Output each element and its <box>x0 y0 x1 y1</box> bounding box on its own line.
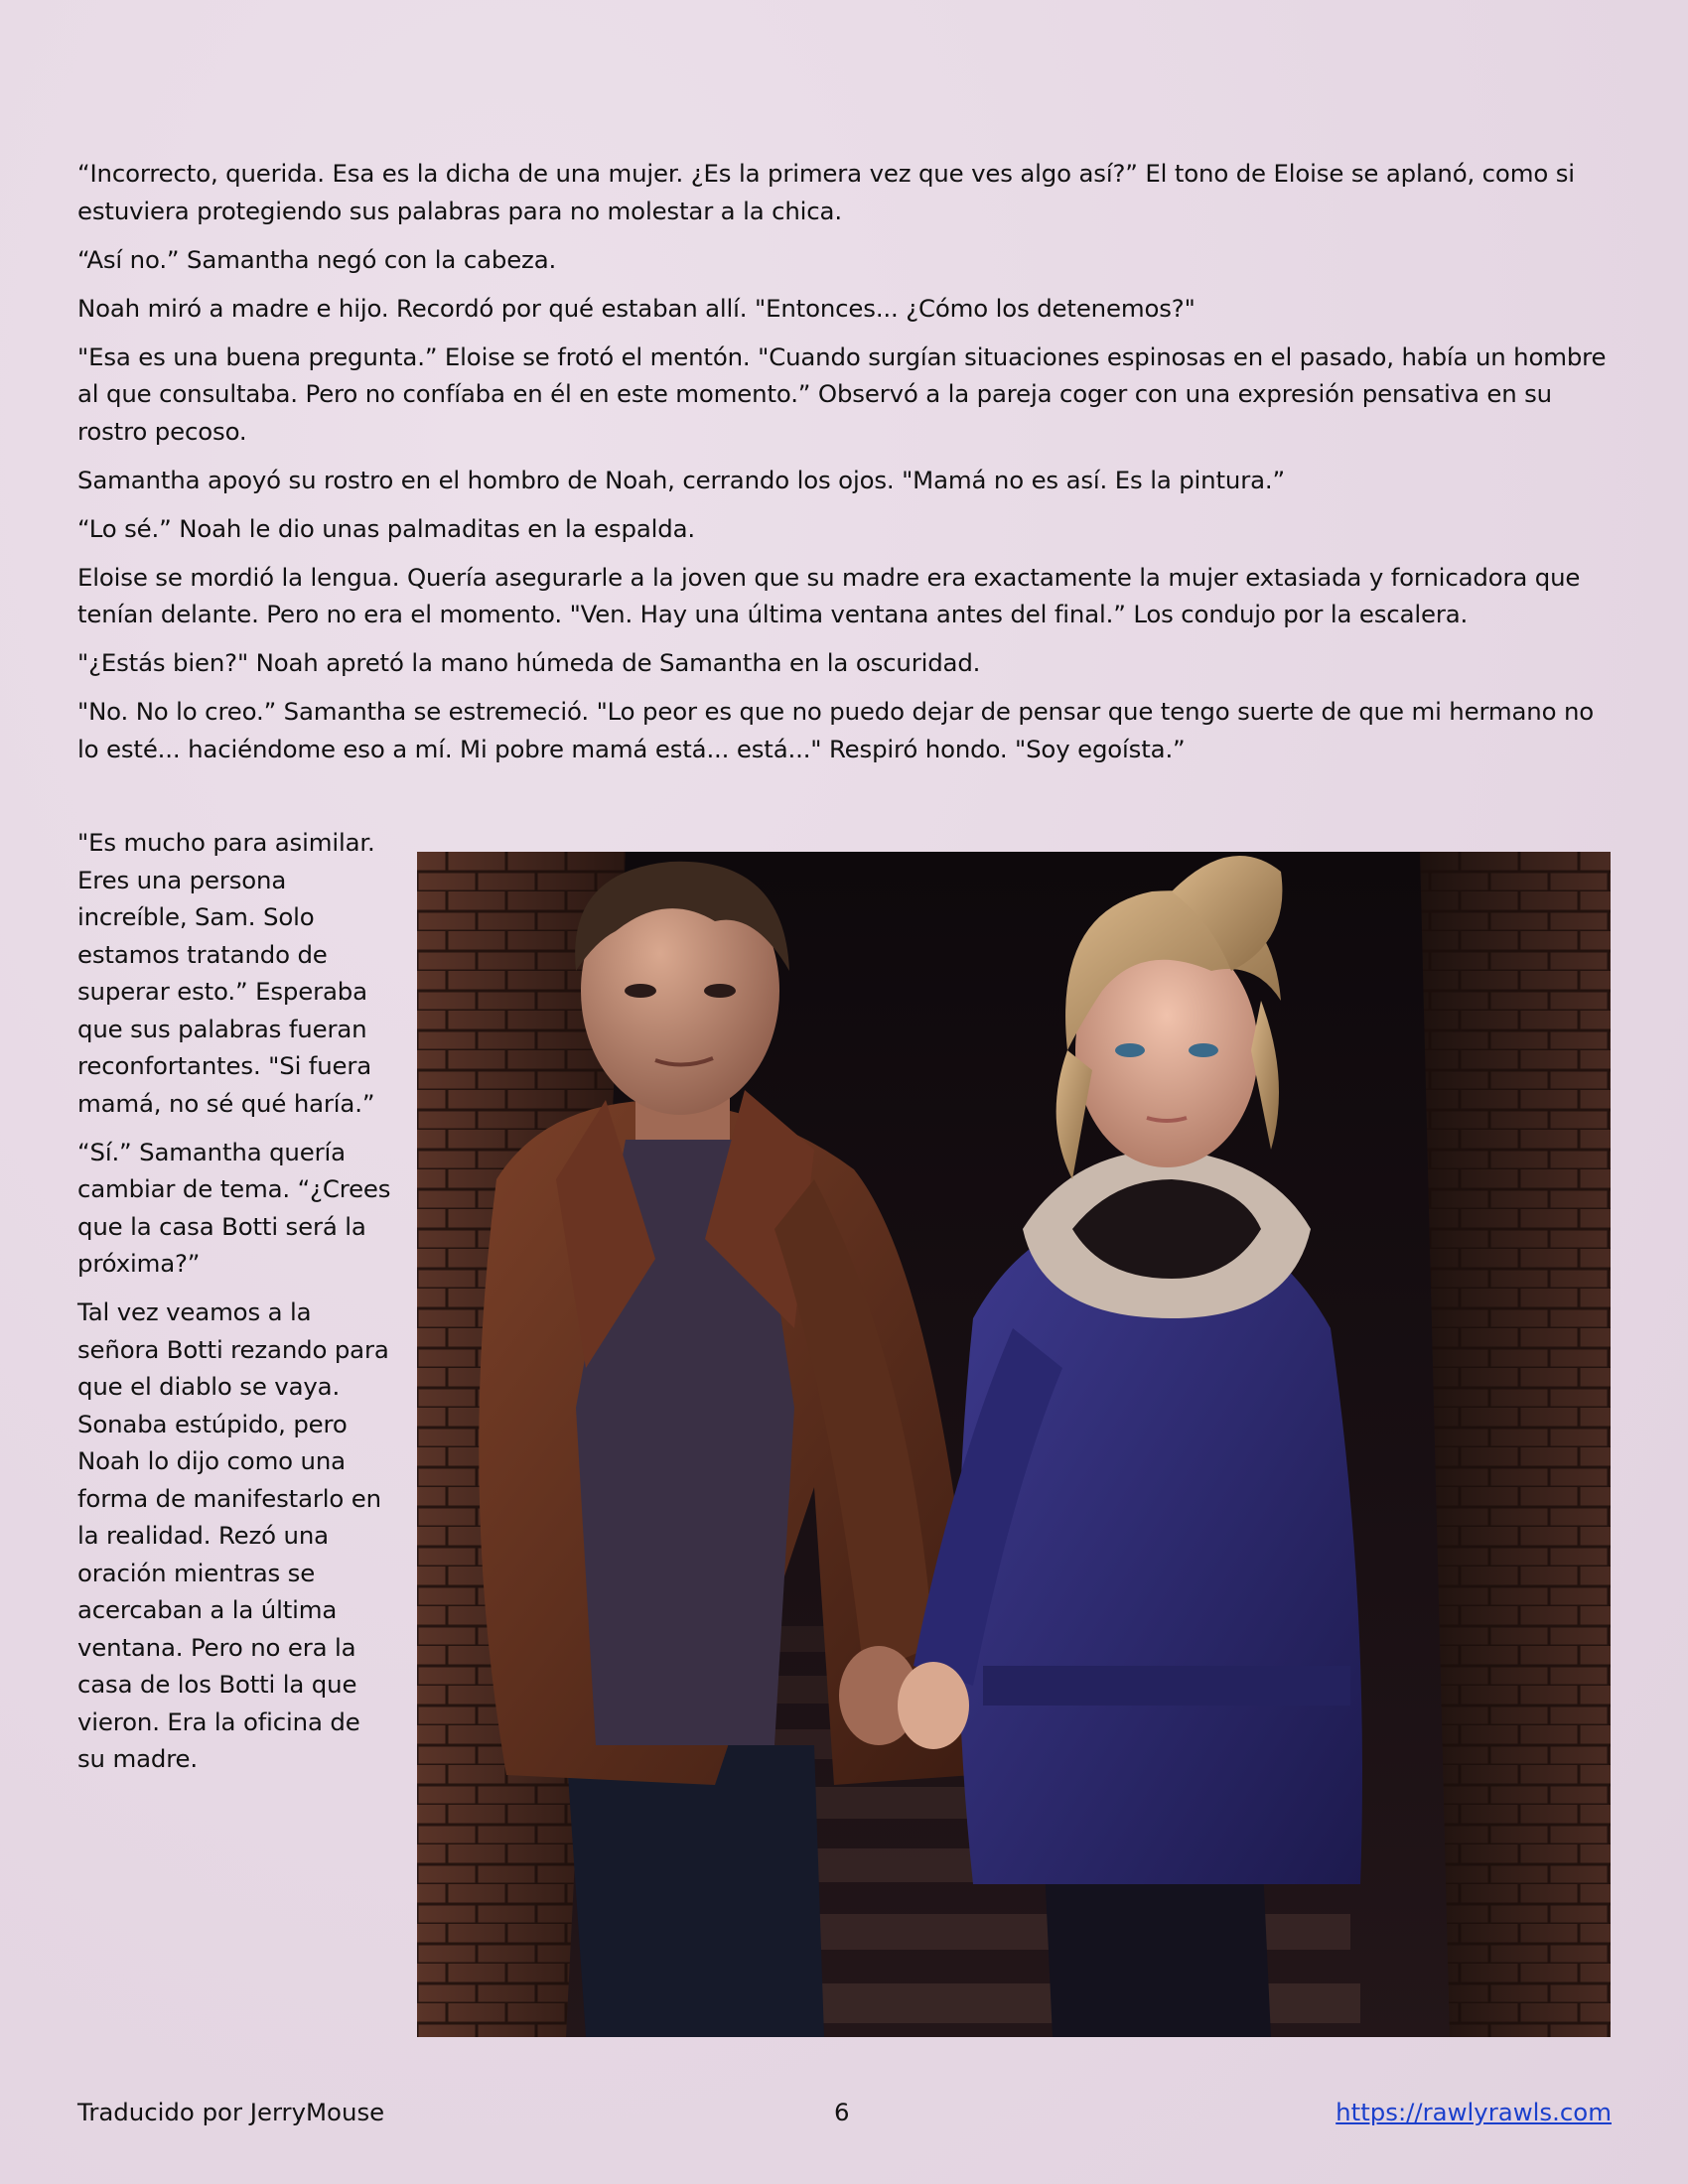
main-text-block <box>77 155 1612 779</box>
paragraph: “Así no.” Samantha negó con la cabeza. <box>77 244 557 274</box>
paragraph: "Es mucho para asimilar. Eres una persona increíble, Sam. Solo estamos tratando de superar esto.” Esperaba que sus palabras fueran reconfortantes. "Si fuera mamá, no sé qué haría.” <box>77 828 375 1118</box>
paragraph: Tal vez veamos a la señora Botti rezando para que el diablo se vaya. Sonaba estúpido, pero Noah lo dijo como una forma de manifestarlo en la realidad. Rezó una oración mientras se acercaban a la última ventana. Pero no era la casa de los Botti la que vieron. Era la oficina de su madre. <box>77 1297 389 1773</box>
paragraph: "Esa es una buena pregunta.” Eloise se frotó el mentón. "Cuando surgían situaciones espinosas en el pasado, había un hombre al que consultaba. Pero no confíaba en él en este momento.” Observó a la pareja coger con una expresión pensativa en su rostro pecoso. <box>77 341 1607 446</box>
paragraph: "No. No lo creo.” Samantha se estremeció. "Lo peor es que no puedo dejar de pensar que tengo suerte de que mi hermano no lo esté... haciéndome eso a mí. Mi pobre mamá está... está..." Respiró hondo. "Soy egoísta.” <box>77 697 1595 763</box>
paragraph: "¿Estás bien?" Noah apretó la mano húmeda de Samantha en la oscuridad. <box>77 648 981 677</box>
paragraph: “Sí.” Samantha quería cambiar de tema. “¿Crees que la casa Botti será la próxima?” <box>77 1137 391 1278</box>
page-number: 6 <box>834 2098 850 2126</box>
translator-credit: Traducido por JerryMouse <box>77 2098 385 2126</box>
page-footer <box>77 2093 1612 2132</box>
paragraph: Eloise se mordió la lengua. Quería asegurarle a la joven que su madre era exactamente la mujer extasiada y fornicadora que tenían delante. Pero no era el momento. "Ven. Hay una última ventana antes del final.” Los condujo por la escalera. <box>77 562 1581 628</box>
paragraph: “Lo sé.” Noah le dio unas palmaditas en la espalda. <box>77 513 695 543</box>
paragraph: “Incorrecto, querida. Esa es la dicha de una mujer. ¿Es la primera vez que ves algo así?” El tono de Eloise se aplanó, como si estuviera protegiendo sus palabras para no molestar a la chica. <box>77 159 1575 225</box>
paragraph: Samantha apoyó su rostro en el hombro de Noah, cerrando los ojos. "Mamá no es así. Es la pintura.” <box>77 465 1285 494</box>
paragraph: Noah miró a madre e hijo. Recordó por qué estaban allí. "Entonces... ¿Cómo los detenemos?" <box>77 293 1196 323</box>
website-link[interactable]: https://rawlyrawls.com <box>1336 2098 1612 2126</box>
illustration-couple-in-stairwell <box>417 852 1611 2037</box>
illustration-svg <box>417 852 1611 2037</box>
side-text-column <box>77 824 395 1789</box>
